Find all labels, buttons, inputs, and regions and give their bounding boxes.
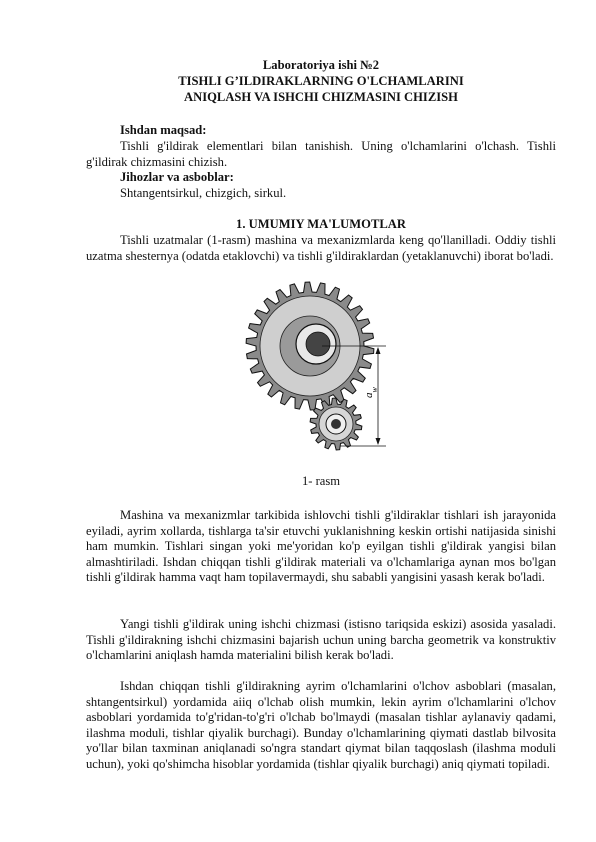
gear-figure — [236, 278, 394, 468]
paragraph-measuring: Ishdan chiqqan tishli g'ildirakning ayrim o'lchamlarini o'lchov asboblari (masalan, shtangentsirkul) yordamida aiiq o'lchab olish mumkin, lekin ayrim o'lchamlarini o'lchov asboblari yordamida to'g'ridan-to'g'ri o'lchab bo'lmaydi (masalan tishlar aylanaviy qadami, ilashma moduli, tishlar qiyalik burchagi). Bunday o'lchamlarining qiymati dastlab bilvosita yo'llar bilan taxminan aniqlanadi so'ngra standart qiymat bilan taqqoslash (ilashma moduli uchun), yoki qo'shimcha hisoblar yordamida (tishlar qiyalik burchagi) aniq qiymati topiladi. — [86, 679, 556, 771]
dimension-label: $a_w$ — [363, 387, 379, 398]
paragraph-intro: Tishli uzatmalar (1-rasm) mashina va mexanizmlarda keng qo'llanilladi. Oddiy tishli uzatma shesternya (odatda etaklovchi) va tishli g'ildiraklardan (yetaklanuvchi) iborat bo'ladi. — [86, 233, 556, 263]
paragraph-wear: Mashina va mexanizmlar tarkibida ishlovchi tishli g'ildiraklar tishlari ish jarayonida eyiladi, ayrim xollarda, tishlarga ta'sir etuvchi yuklanishning keskin ortishi natijasida sinishi ham mumkin. Tishlari singan yoki me'yoridan ko'p eyilgan tishli g'ildirak yangisi bilan almashtiriladi. Ishdan chiqqan tishli g'ildirak materiali va o'lchamlariga aynan mos bo'lgan tishli g'ildirak hamma vaqt ham topilavermaydi, shu sababli yangisini yasash kerak bo'ladi. — [86, 508, 556, 585]
section-heading: 1. UMUMIY MA'LUMOTLAR — [236, 217, 406, 231]
paragraph-drawing: Yangi tishli g'ildirak uning ishchi chizmasi (istisno tariqsida eskizi) asosida yasaladi. Tishli g'ildirakning ishchi chizmasini bajarish uchun uning barcha geometrik va konstruktiv o'lchamlarini aniqlash hamda materialini bilish kerak bo'ladi. — [86, 617, 556, 663]
tools-text: Shtangentsirkul, chizgich, sirkul. — [120, 186, 287, 200]
tools-label: Jihozlar va asboblar: — [120, 170, 234, 184]
lab-number: Laboratoriya ishi №2 — [262, 58, 380, 72]
goal-text: Tishli g'ildirak elementlari bilan tanishish. Uning o'lchamlarini o'lchash. Tishli g'ildirak chizmasini chizish. — [86, 139, 556, 169]
figure-caption: 1- rasm — [301, 474, 341, 488]
title-line-1: TISHLI G’ILDIRAKLARNING O'LCHAMLARINI — [178, 74, 464, 88]
gear-drawing — [236, 278, 394, 468]
goal-label: Ishdan maqsad: — [120, 123, 207, 137]
title-line-2: ANIQLASH VA ISHCHI CHIZMASINI CHIZISH — [184, 90, 458, 104]
small-gear — [310, 398, 362, 450]
